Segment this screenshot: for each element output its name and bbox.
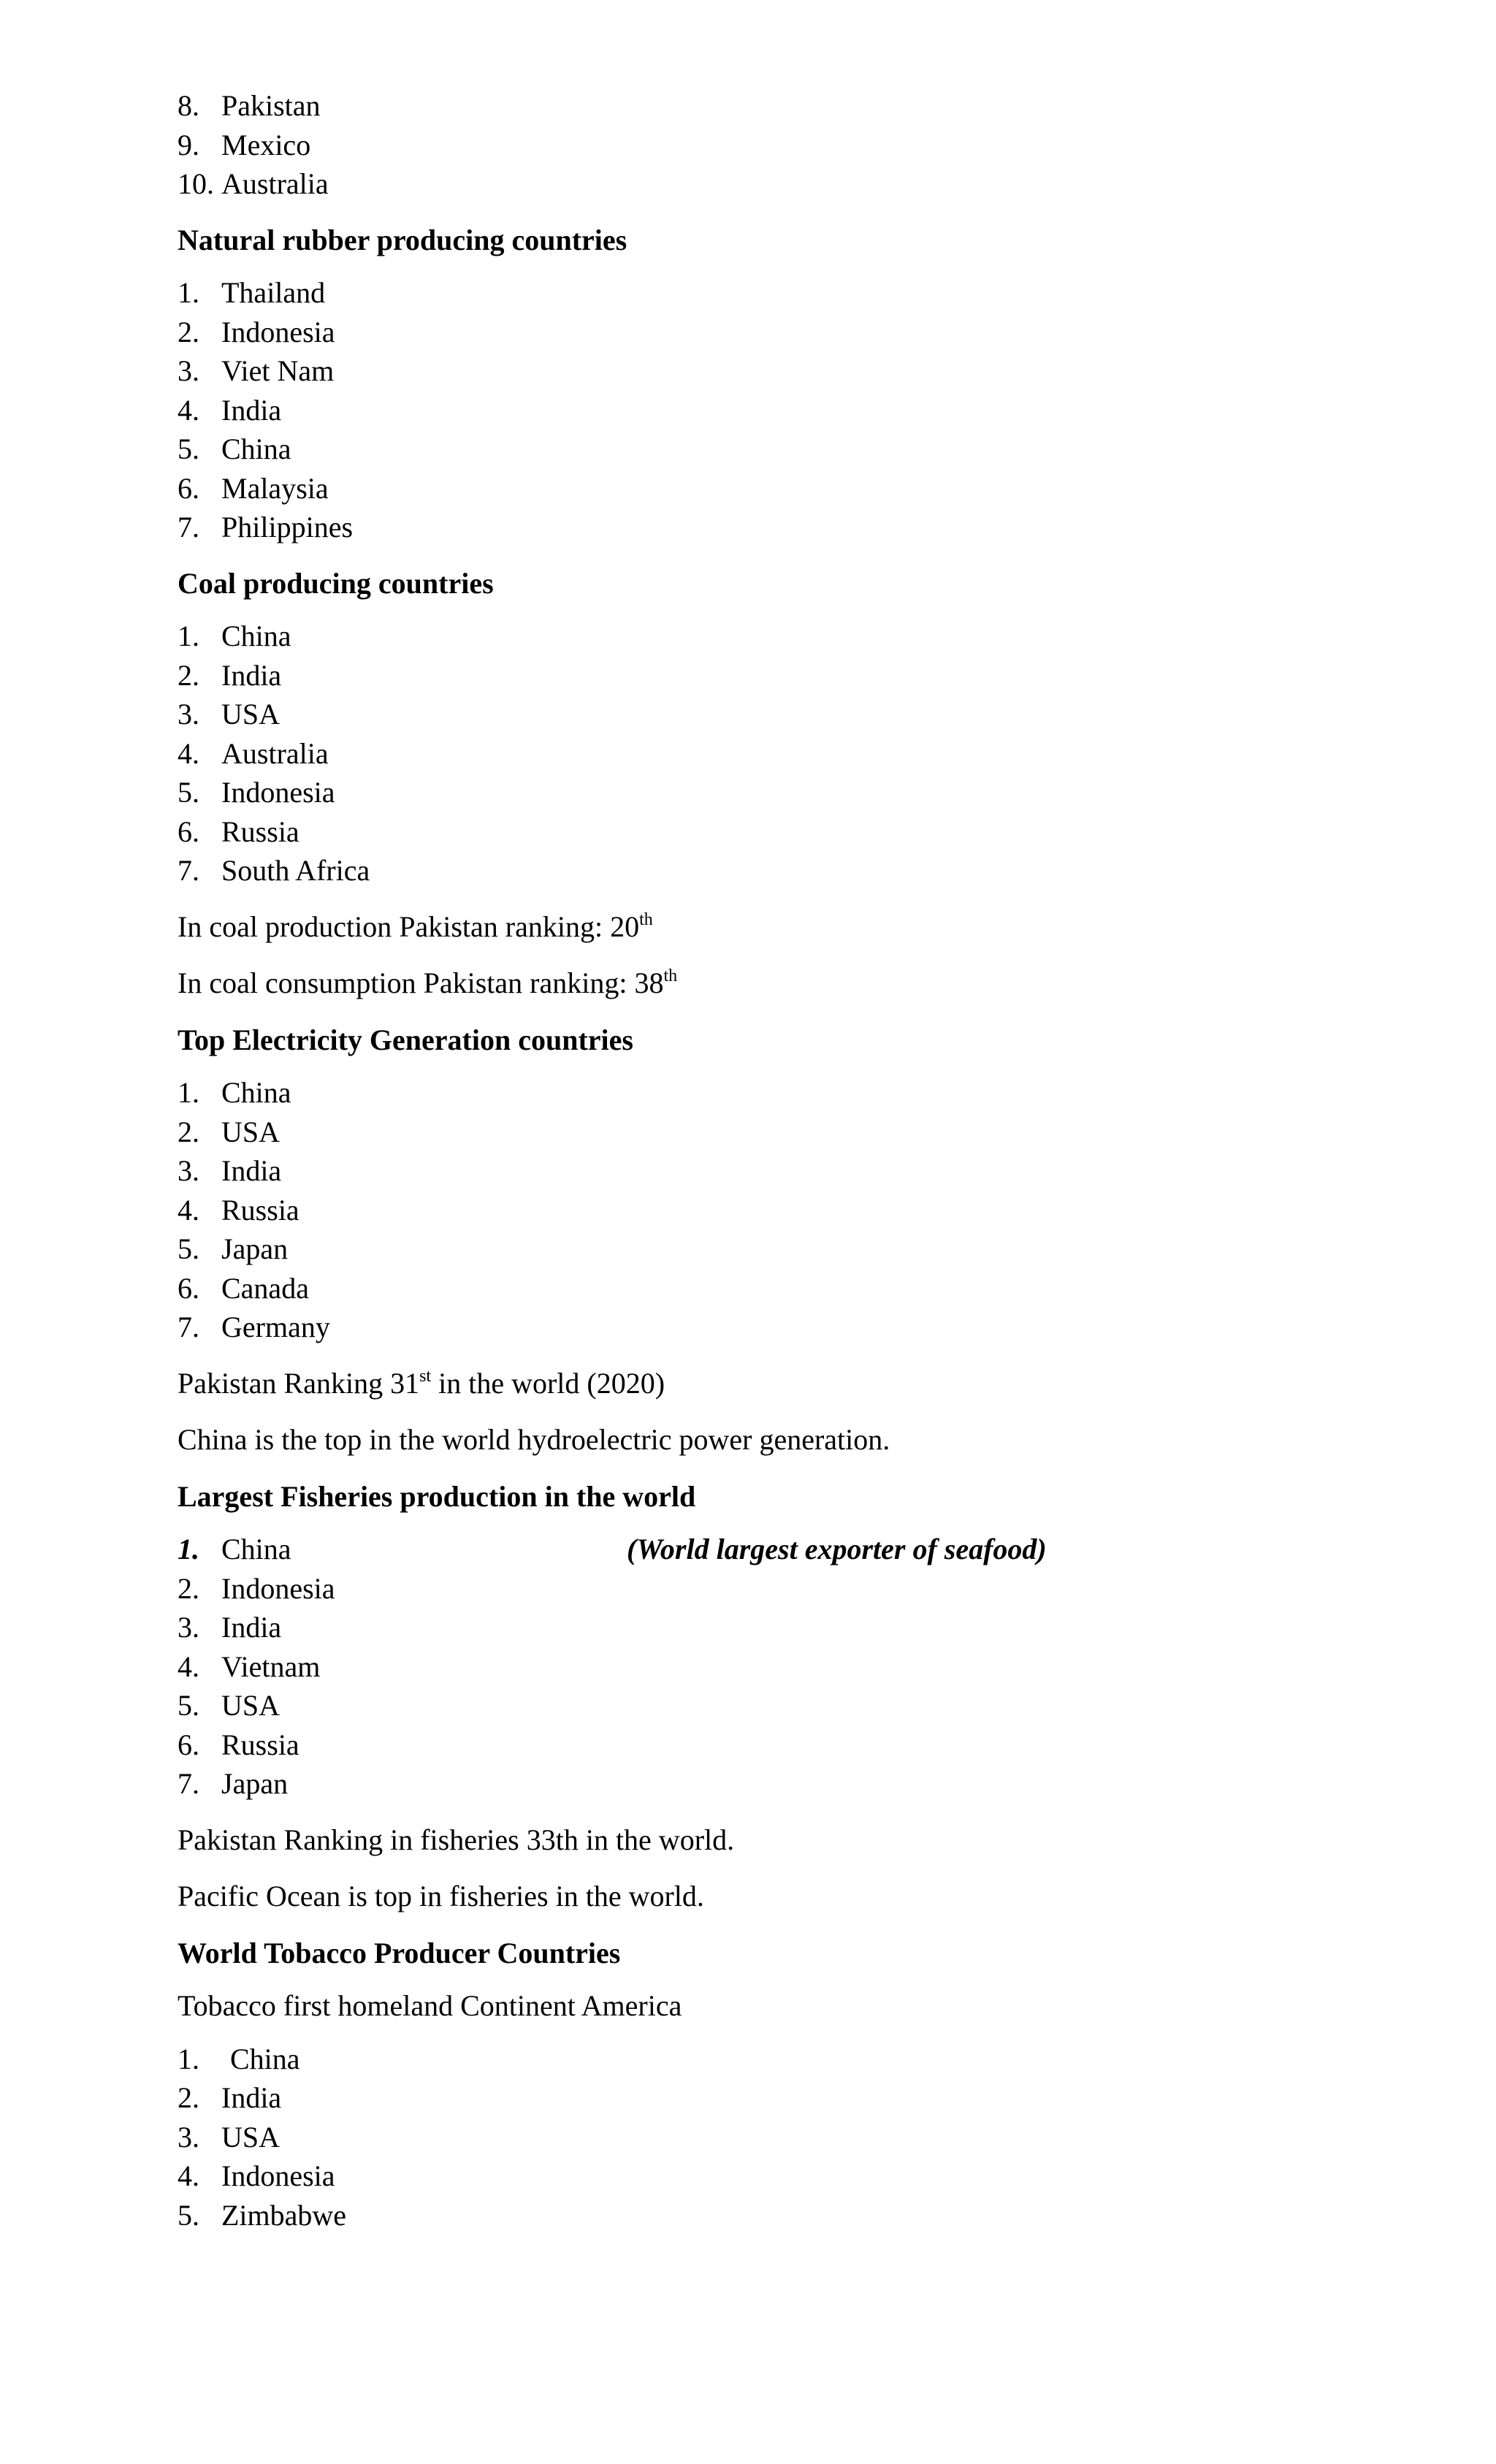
ordinal-suffix: th <box>663 966 678 985</box>
list-item <box>178 86 1350 126</box>
list-number: 7. <box>178 854 199 887</box>
list-number: 1. <box>178 1533 199 1565</box>
list-item <box>178 656 1350 695</box>
list-item <box>178 2196 1350 2235</box>
list-label: India <box>221 1154 282 1187</box>
list-label: Indonesia <box>221 776 335 809</box>
fisheries-pakistan-ranking: Pakistan Ranking in fisheries 33th in the world. <box>178 1823 735 1856</box>
list-label: India <box>221 2081 282 2114</box>
ranking-text: Pakistan Ranking 31 <box>178 1366 420 1400</box>
list-number: 6. <box>178 1271 199 1305</box>
list-label: China <box>221 1533 291 1565</box>
hydroelectric-note: China is the top in the world hydroelectric power generation. <box>178 1423 890 1456</box>
electricity-pakistan-ranking <box>178 1364 1350 1403</box>
coal-production-ranking <box>178 907 1350 947</box>
list-number: 1. <box>178 1076 199 1109</box>
list-number: 3. <box>178 2120 199 2154</box>
list-number: 3. <box>178 698 199 731</box>
list-label: Malaysia <box>221 471 329 505</box>
list-item <box>178 2156 1350 2196</box>
list-item <box>178 1569 1350 1609</box>
list-label: China <box>230 2042 300 2075</box>
pacific-ocean-note: Pacific Ocean is top in fisheries in the world. <box>178 1880 704 1912</box>
list-item <box>178 1191 1350 1230</box>
list-label: Philippines <box>221 511 354 543</box>
ordinal-suffix: st <box>419 1366 432 1386</box>
continued-country-list <box>178 86 1350 204</box>
list-item <box>178 1725 1350 1765</box>
list-number: 4. <box>178 2159 199 2192</box>
list-item <box>178 1151 1350 1191</box>
list-number: 3. <box>178 1611 199 1644</box>
list-number: 2. <box>178 658 199 692</box>
list-number: 2. <box>178 1571 199 1605</box>
electricity-country-list <box>178 1073 1350 1347</box>
seafood-exporter-note: (World largest exporter of seafood) <box>627 1533 1047 1565</box>
list-label: Australia <box>221 167 329 200</box>
list-label: Canada <box>221 1271 309 1305</box>
rubber-heading: Natural rubber producing countries <box>178 223 627 256</box>
list-item <box>178 273 1350 313</box>
list-item <box>178 1647 1350 1687</box>
list-item <box>178 126 1350 165</box>
coal-heading: Coal producing countries <box>178 566 494 600</box>
list-label: China <box>221 619 291 652</box>
fisheries-country-list <box>178 1530 1350 1804</box>
list-item <box>178 1073 1350 1113</box>
coal-production-text: In coal production Pakistan ranking: 20 <box>178 909 640 943</box>
list-number: 4. <box>178 393 199 427</box>
list-number: 5. <box>178 1689 199 1722</box>
list-number: 5. <box>178 432 199 465</box>
list-item <box>178 812 1350 852</box>
list-label: Thailand <box>221 276 326 309</box>
list-label: Viet Nam <box>221 354 335 387</box>
list-label: Zimbabwe <box>221 2198 347 2232</box>
list-number: 7. <box>178 1311 199 1343</box>
list-label: Mexico <box>221 128 311 161</box>
list-item <box>178 695 1350 734</box>
list-number: 2. <box>178 315 199 348</box>
list-item <box>178 2040 1350 2079</box>
list-item <box>178 1308 1350 1347</box>
list-label: Russia <box>221 1193 299 1227</box>
list-item <box>178 851 1350 890</box>
list-label: South Africa <box>221 854 370 887</box>
list-item <box>178 1229 1350 1269</box>
tobacco-heading: World Tobacco Producer Countries <box>178 1936 621 1969</box>
list-item <box>178 1530 1350 1569</box>
list-item <box>178 469 1350 508</box>
list-number: 4. <box>178 1649 199 1683</box>
list-label: China <box>221 1076 291 1109</box>
list-label: Russia <box>221 1728 299 1761</box>
tobacco-country-list <box>178 2040 1350 2235</box>
list-item <box>178 734 1350 774</box>
ordinal-suffix: th <box>639 909 653 929</box>
list-label: USA <box>221 1115 280 1148</box>
list-item <box>178 1608 1350 1647</box>
electricity-heading: Top Electricity Generation countries <box>178 1023 633 1056</box>
rubber-country-list <box>178 273 1350 547</box>
list-number: 1. <box>178 276 199 309</box>
list-number: 6. <box>178 471 199 505</box>
ranking-text-after: in the world (2020) <box>431 1366 665 1400</box>
list-number: 4. <box>178 1193 199 1227</box>
list-item <box>178 430 1350 469</box>
list-label: Pakistan <box>221 89 321 122</box>
list-item <box>178 2078 1350 2118</box>
list-item <box>178 1269 1350 1308</box>
list-number: 7. <box>178 1767 199 1800</box>
list-number: 1. <box>178 2042 199 2075</box>
list-item <box>178 351 1350 391</box>
list-label: Indonesia <box>221 315 335 348</box>
list-number: 2. <box>178 2081 199 2114</box>
list-number: 10. <box>178 167 214 200</box>
coal-consumption-text: In coal consumption Pakistan ranking: 38 <box>178 966 664 999</box>
fisheries-heading: Largest Fisheries production in the world <box>178 1479 696 1513</box>
list-number: 6. <box>178 1728 199 1761</box>
list-label: USA <box>221 1689 280 1722</box>
coal-consumption-ranking <box>178 964 1350 1003</box>
list-number: 6. <box>178 815 199 848</box>
list-number: 3. <box>178 354 199 387</box>
list-number: 8. <box>178 89 199 122</box>
list-item <box>178 1764 1350 1804</box>
list-label: India <box>221 393 282 427</box>
list-label: Japan <box>221 1767 289 1800</box>
list-number: 3. <box>178 1154 199 1187</box>
list-label: Vietnam <box>221 1649 321 1683</box>
list-label: USA <box>221 698 280 731</box>
list-label: China <box>221 432 291 465</box>
list-number: 9. <box>178 128 199 161</box>
list-number: 2. <box>178 1115 199 1148</box>
list-number: 5. <box>178 1232 199 1265</box>
list-label: Russia <box>221 815 299 848</box>
list-item <box>178 2118 1350 2157</box>
list-item <box>178 773 1350 812</box>
tobacco-homeland-note: Tobacco first homeland Continent America <box>178 1989 682 2022</box>
list-number: 1. <box>178 619 199 652</box>
list-number: 5. <box>178 2198 199 2232</box>
list-label: India <box>221 1611 282 1644</box>
list-label: Indonesia <box>221 1571 335 1605</box>
list-item <box>178 617 1350 656</box>
list-label: Japan <box>221 1232 289 1265</box>
list-item <box>178 508 1350 547</box>
list-label: Germany <box>221 1311 330 1343</box>
list-number: 4. <box>178 736 199 770</box>
list-item <box>178 1686 1350 1725</box>
list-item <box>178 1113 1350 1152</box>
list-label: Australia <box>221 736 329 770</box>
list-number: 7. <box>178 511 199 543</box>
list-item <box>178 391 1350 430</box>
coal-country-list <box>178 617 1350 890</box>
list-label: USA <box>221 2120 280 2154</box>
list-label: Indonesia <box>221 2159 335 2192</box>
list-label: India <box>221 658 282 692</box>
list-item <box>178 313 1350 352</box>
list-item <box>178 164 1350 204</box>
list-number: 5. <box>178 776 199 809</box>
